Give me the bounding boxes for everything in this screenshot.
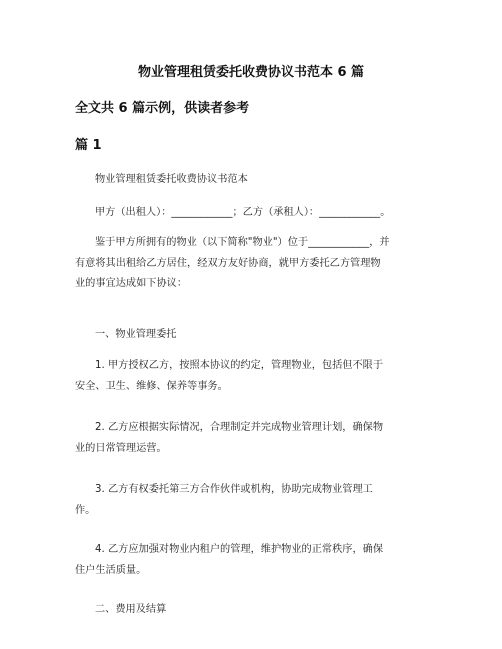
paragraph-parties	[95, 203, 390, 224]
paragraph-line: 二、费用及结算	[95, 604, 167, 615]
paragraph-section-one	[95, 325, 177, 346]
paragraph-line: 鉴于甲方所拥有的物业（以下简称"物业"）位于____________，并	[95, 237, 390, 248]
paragraph-line: 住户生活质量。	[75, 564, 147, 576]
paragraph-line: 物业管理租赁委托收费协议书范本	[95, 174, 248, 185]
paragraph-line: 业的事宜达成如下协议：	[75, 278, 188, 289]
paragraph-line: 作。	[75, 504, 96, 516]
paragraph-preamble	[75, 233, 390, 295]
document-title: 物业管理租赁委托收费协议书范本 6 篇	[137, 65, 365, 80]
paragraph-line: 1. 甲方授权乙方，按照本协议的约定，管理物业，包括但不限于	[95, 360, 384, 371]
paragraph-agreement-name	[95, 170, 248, 191]
paragraph-clause-2	[75, 418, 383, 459]
paragraph-clause-1	[75, 356, 383, 397]
paragraph-line: 甲方（出租人）：____________；乙方（承租人）：____________。	[95, 207, 391, 218]
paragraph-section-two	[95, 600, 166, 621]
paragraph-line: 3. 乙方有权委托第三方合作伙伴或机构，协助完成物业管理工	[95, 484, 373, 495]
paragraph-clause-4	[75, 540, 383, 581]
paragraph-line: 2. 乙方应根据实际情况，合理制定并完成物业管理计划，确保物	[95, 422, 384, 433]
paragraph-line: 一、物业管理委托	[95, 329, 177, 340]
paragraph-line: 4. 乙方应加强对物业内租户的管理，维护物业的正常秩序，确保	[95, 544, 384, 555]
paragraph-line: 业的日常管理运营。	[75, 442, 167, 454]
paragraph-line: 安全、卫生、维修、保养等事务。	[75, 380, 228, 392]
document-subtitle: 全文共 6 篇示例，供读者参考	[75, 101, 250, 116]
paragraph-line: 有意将其出租给乙方居住，经双方友好协商，就甲方委托乙方管理物	[75, 257, 381, 269]
section-heading: 篇 1	[75, 138, 102, 153]
paragraph-clause-3	[75, 480, 373, 521]
